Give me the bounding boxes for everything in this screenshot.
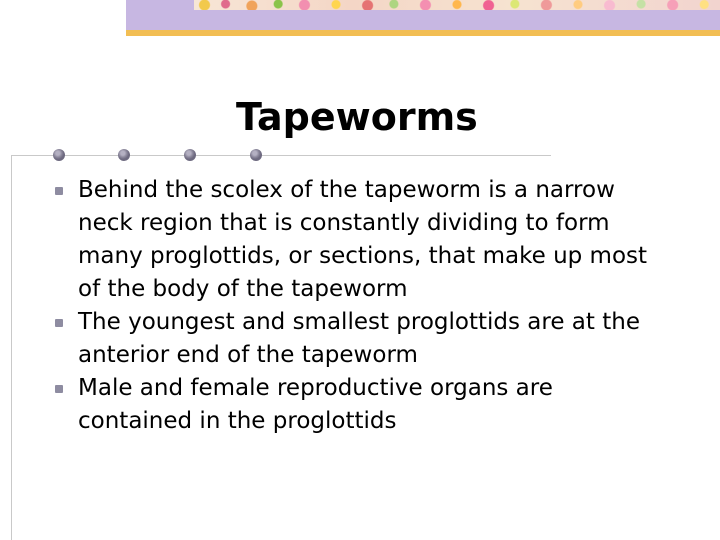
bullet-list (52, 174, 652, 438)
accent-line (126, 30, 720, 36)
square-bullet-icon (55, 385, 63, 393)
bullet-text: The youngest and smallest proglottids are at the anterior end of the tapeworm (78, 309, 640, 368)
floral-decoration (194, 0, 720, 10)
square-bullet-icon (55, 187, 63, 195)
divider-dot (53, 149, 65, 161)
bullet-item (52, 174, 652, 306)
title-divider (11, 155, 551, 156)
square-bullet-icon (55, 319, 63, 327)
bullet-item (52, 306, 652, 372)
left-border-line (11, 155, 12, 540)
bullet-text: Behind the scolex of the tapeworm is a narrow neck region that is constantly dividing to form many proglottids, or sections, that make up most of the body of the tapeworm (78, 177, 648, 302)
divider-dot (250, 149, 262, 161)
banner-ribbon (126, 10, 720, 30)
header-banner (126, 0, 720, 30)
divider-dot (184, 149, 196, 161)
divider-dot (118, 149, 130, 161)
bullet-text: Male and female reproductive organs are contained in the proglottids (78, 375, 553, 434)
slide-title (0, 88, 720, 146)
bullet-item (52, 372, 652, 438)
slide-title-text: Tapeworms (236, 95, 478, 139)
